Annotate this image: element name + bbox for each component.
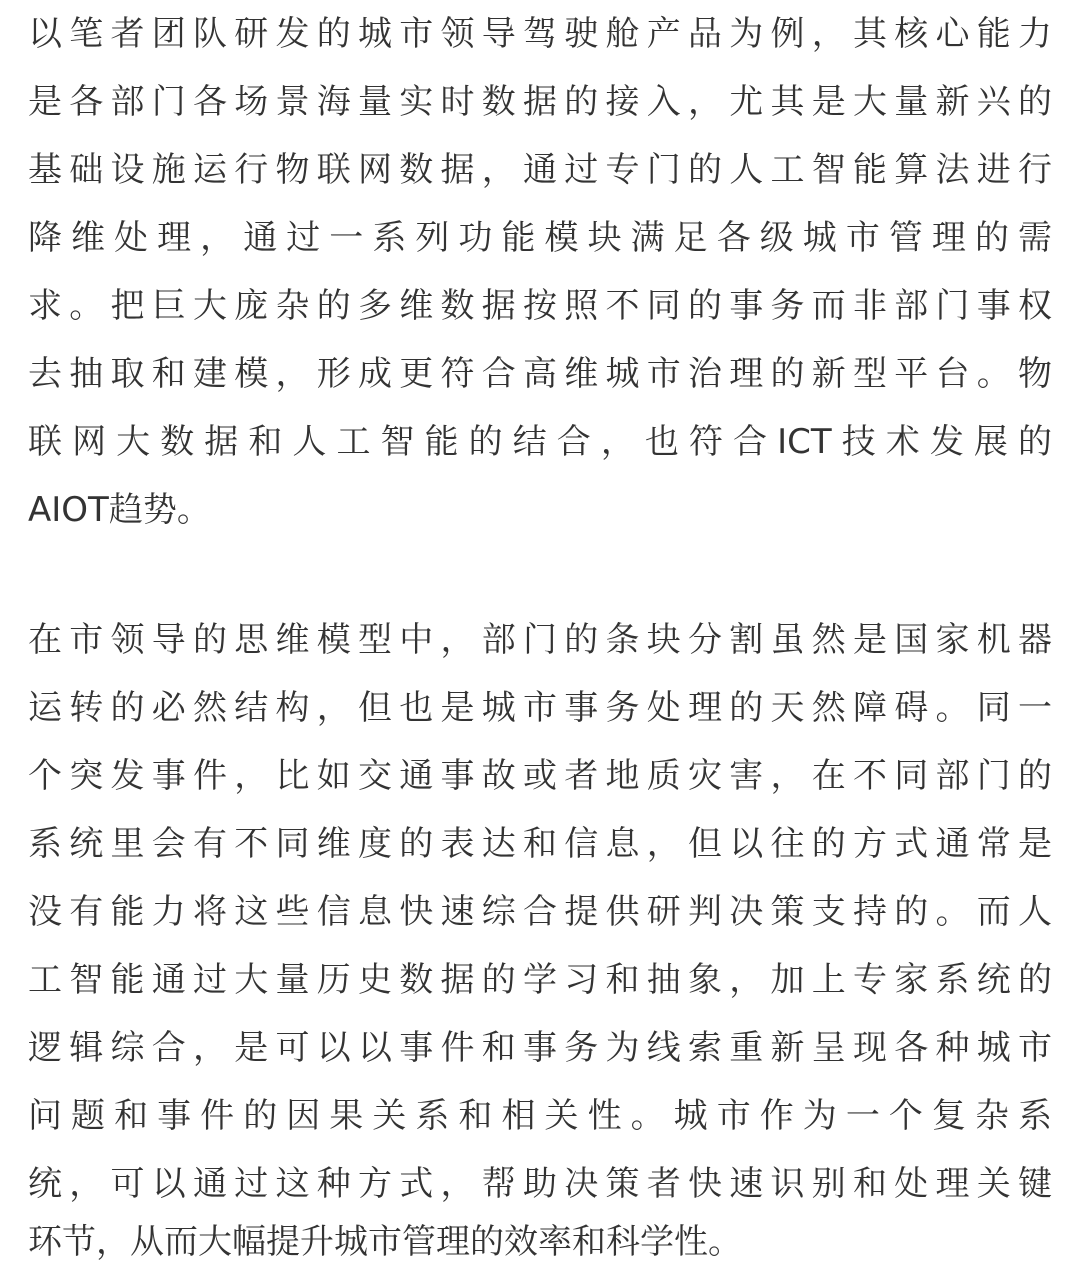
text-line: 系统里会有不同维度的表达和信息，但以往的方式通常是 [28,824,1052,864]
text-line: 以笔者团队研发的城市领导驾驶舱产品为例，其核心能力 [28,14,1052,54]
text-line: 基础设施运行物联网数据，通过专门的人工智能算法进行 [28,150,1052,190]
text-line: 环节，从而大幅提升城市管理的效率和科学性。 [28,1222,742,1262]
text-line: AIOT趋势。 [28,490,211,530]
text-line: 逻辑综合，是可以以事件和事务为线索重新呈现各种城市 [28,1028,1052,1068]
text-line: 在市领导的思维模型中，部门的条块分割虽然是国家机器 [28,620,1052,660]
text-line: 去抽取和建模，形成更符合高维城市治理的新型平台。物 [28,354,1052,394]
text-line: 联网大数据和人工智能的结合，也符合ICT技术发展的 [28,422,1052,462]
text-line: 问题和事件的因果关系和相关性。城市作为一个复杂系 [28,1096,1052,1136]
text-line: 降维处理，通过一系列功能模块满足各级城市管理的需 [28,218,1052,258]
text-line: 工智能通过大量历史数据的学习和抽象，加上专家系统的 [28,960,1052,1000]
text-line: 没有能力将这些信息快速综合提供研判决策支持的。而人 [28,892,1052,932]
text-line: 求。把巨大庞杂的多维数据按照不同的事务而非部门事权 [28,286,1052,326]
text-line: 是各部门各场景海量实时数据的接入，尤其是大量新兴的 [28,82,1052,122]
text-line: 个突发事件，比如交通事故或者地质灾害，在不同部门的 [28,756,1052,796]
text-line: 运转的必然结构，但也是城市事务处理的天然障碍。同一 [28,688,1052,728]
text-line: 统，可以通过这种方式，帮助决策者快速识别和处理关键 [28,1164,1052,1204]
